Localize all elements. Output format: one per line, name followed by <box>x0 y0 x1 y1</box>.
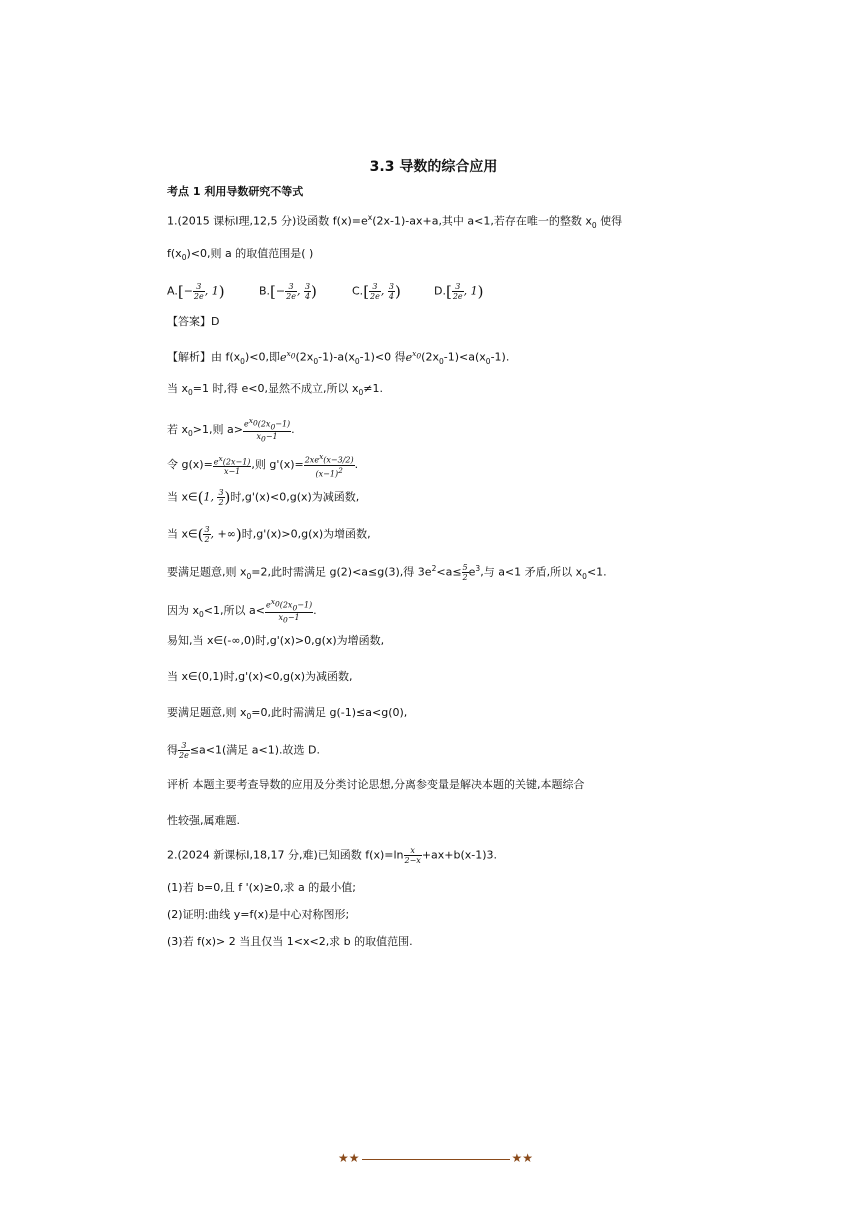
q2-part-1: (1)若 b=0,且 f '(x)≥0,求 a 的最小值; <box>167 881 356 894</box>
analysis-line-9: 易知,当 x∈(-∞,0)时,g'(x)>0,g(x)为增函数, <box>167 634 385 647</box>
analysis-line-1: 【解析】由 $f(x_0)<0$,即$e^{x_0}(2x_0-1)-a(x_0-1)<0$ 得$e^{x_0}(2x_0-1)<a(x_0-1)$. <box>167 349 510 366</box>
analysis-line-2: 当 $x_0=1$ 时,得 e<0,显然不成立,所以 $x_0\ne 1$. <box>167 382 383 398</box>
analysis-line-11: 要满足题意,则 $x_0=0$,此时需满足 g(-1)≤a<g(0), <box>167 706 408 722</box>
option-c: C.[ $\frac{3}{2e}$ , $\frac{3}{4}$ ) <box>352 282 401 301</box>
comment-line-1: 评析 本题主要考查导数的应用及分类讨论思想,分离参变量是解决本题的关键,本题综合 <box>167 778 585 791</box>
option-d: D.[ $\frac{3}{2e}$ , 1) <box>434 282 484 301</box>
q1-stem-line1: 1.(2015 课标Ⅰ理,12,5 分)设函数 $f(x)=e^x(2x-1)-ax+a$,其中 a<1,若存在唯一的整数 $x_0$ 使得 <box>167 213 623 230</box>
analysis-line-12: 得 $\frac{3}{2e}$ ≤a<1(满足 a<1).故选 D. <box>167 741 320 760</box>
q1-stem-line2: $f(x_0)<0$,则 a 的取值范围是( ) <box>167 247 314 263</box>
option-b: B.[− $\frac{3}{2e}$ , $\frac{3}{4}$ ) <box>259 282 317 301</box>
star-icon: ★★ <box>338 1151 360 1165</box>
star-icon: ★★ <box>511 1151 534 1165</box>
answer: 【答案】D <box>167 315 220 328</box>
q2-stem: 2.(2024 新课标Ⅰ,18,17 分,难)已知函数 f(x)=ln $\frac{x}{2-x}$ +ax+b(x-1)3. <box>167 846 498 865</box>
analysis-line-5: 当 x∈(1, $\frac{3}{2}$ )时,g'(x)<0,g(x)为减函数, <box>167 488 360 507</box>
section-heading: 考点 1 利用导数研究不等式 <box>167 185 304 198</box>
q2-part-3: (3)若 f(x)> 2 当且仅当 1<x<2,求 b 的取值范围. <box>167 935 413 948</box>
analysis-line-3: 若 $x_0>1$,则 a> $\frac{e^{x_0}(2x_0-1)}{x_0-1}$ . <box>167 416 295 444</box>
analysis-line-10: 当 x∈(0,1)时,g'(x)<0,g(x)为减函数, <box>167 670 353 683</box>
comment-line-2: 性较强,属难题. <box>167 814 240 827</box>
analysis-line-4: 令 g(x)= $\frac{e^x(2x-1)}{x-1}$ ,则 g'(x)= $\frac{2xe^x(x-3/2)}{(x-1)^2}$ . <box>167 452 359 479</box>
analysis-line-8: 因为 $x_0<1$,所以 a< $\frac{e^{x_0}(2x_0-1)}{x_0-1}$ . <box>167 597 317 625</box>
page-footer-ornament <box>338 1151 533 1165</box>
q2-part-2: (2)证明:曲线 y=f(x)是中心对称图形; <box>167 908 350 921</box>
analysis-line-7: 要满足题意,则 $x_0=2$,此时需满足 g(2)<a≤g(3),得 $3e^2<a\le$ $\frac{5}{2}$ $e^3$,与 a<1 矛盾,所以 $x_0<1$. <box>167 563 607 583</box>
page-title: 3.3 导数的综合应用 <box>369 159 498 175</box>
option-a: A.[− $\frac{3}{2e}$ , 1) <box>167 282 225 301</box>
analysis-line-6: 当 x∈( $\frac{3}{2}$ , +∞)时,g'(x)>0,g(x)为增函数, <box>167 525 371 544</box>
footer-rule <box>362 1159 510 1160</box>
